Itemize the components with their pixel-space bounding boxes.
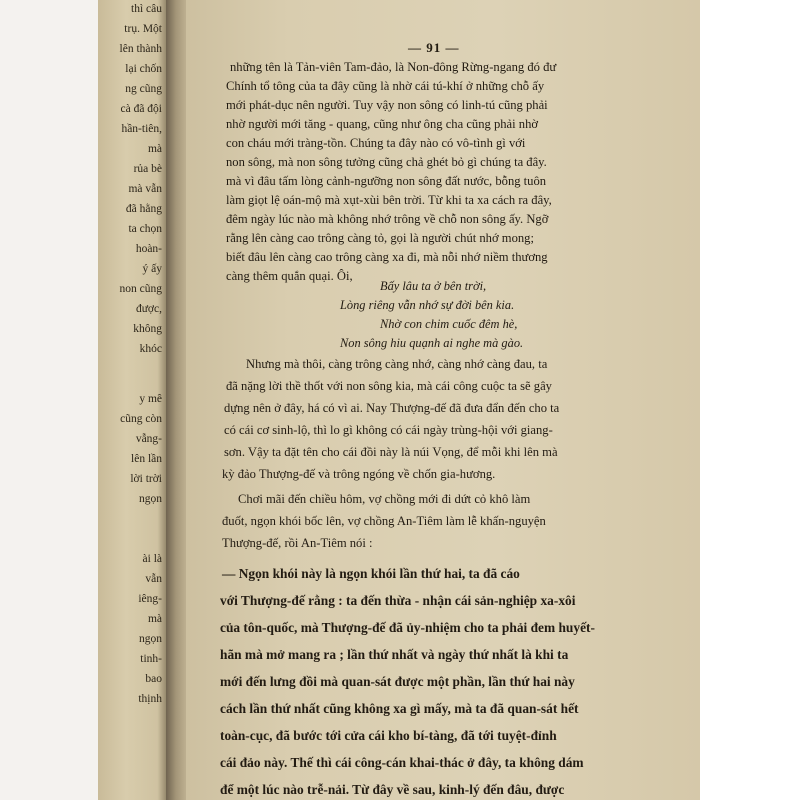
book-gutter [166,0,188,800]
text-line: để một lúc nào trễ-nải. Từ đây về sau, kinh-lý đến đâu, được [220,782,565,797]
text-line: hãn mà mở mang ra ; lần thứ nhất và ngày thứ nhất là khi ta [220,647,569,662]
text-line: của tôn-quốc, mà Thượng-đế đã ủy-nhiệm cho ta phải đem huyết- [220,620,595,635]
left-page-text-fragment: mà vẫn [128,183,162,195]
left-page-text-fragment: vẫn [145,573,162,585]
text-line: biết đâu lên càng cao trông càng xa đi, mà nỗi nhớ niềm thương [226,250,548,264]
text-line: Nhưng mà thôi, càng trông càng nhớ, càng nhớ càng đau, ta [246,357,548,371]
left-page-text-fragment: trụ. Một [124,23,162,35]
left-page-text-fragment: rủa bè [133,163,162,175]
left-page-text-fragment: iêng- [138,593,162,605]
text-line: cách lần thứ nhất cũng không xa gì mấy, mà ta đã quan-sát hết [220,701,579,716]
text-line: — Ngọn khói này là ngọn khói lần thứ hai, ta đã cáo [222,566,520,581]
text-line: mới phát-dục nên người. Tuy vậy non sông có linh-tú cũng phải [226,98,548,112]
left-page-text-fragment: lên thành [119,43,162,55]
verse-line: Nhờ con chim cuốc đêm hè, [380,317,518,331]
left-page-text-fragment: lại chốn [125,63,162,75]
left-page-text-fragment: thịnh [138,693,162,705]
left-page-text-fragment: ta chọn [128,223,162,235]
background-edge [700,0,800,800]
left-page-text-fragment: hoàn- [135,243,162,255]
left-page-text-fragment: lời trời [130,473,162,485]
text-line: mới đến lưng đồi mà quan-sát được một phần, lần thứ hai này [220,674,575,689]
text-line: cái đảo này. Thế thì cái công-cán khai-thác ở đây, ta không dám [220,755,584,770]
left-page-text-fragment: y mê [139,393,162,405]
page-number: — 91 — [408,40,460,55]
text-line: toàn-cục, đã bước tới cửa cái kho bí-tàng, đã tới tuyệt-đỉnh [220,728,557,743]
left-page [98,0,168,800]
left-page-text-fragment: ngọn [139,633,162,645]
verse-line: Bấy lâu ta ở bên trời, [380,279,487,293]
text-line: đuốt, ngọn khói bốc lên, vợ chồng An-Tiêm làm lễ khấn-nguyện [222,514,546,528]
text-line: làm giọt lệ oán-mộ mà xụt-xùi bên trời. Từ khi ta xa cách ra đây, [226,193,552,207]
left-page-text-fragment: ngọn [139,493,162,505]
text-line: mà vì đâu tấm lòng cảnh-ngưỡng non sông đất nước, bỗng tuôn [226,174,547,188]
left-page-text-fragment: ng cũng [125,83,162,95]
left-page-text-fragment: non cũng [119,283,162,295]
left-page-text-fragment: mà [147,143,162,155]
text-line: Chính tổ tông của ta đây cũng là nhờ cái tú-khí ở những chỗ ấy [226,79,545,93]
text-line: sơn. Vậy ta đặt tên cho cái đồi này là núi Vọng, để mỗi khi lên mà [224,445,558,459]
text-line: kỳ đảo Thượng-đế và trông ngóng về chốn gia-hương. [222,467,496,481]
verse-line: Lòng riêng vẫn nhớ sự đời bên kia. [340,298,515,312]
left-page-text-fragment: không [133,323,162,335]
text-line: có cái cơ sinh-lộ, thì lo gì không có cái ngày trùng-hội với giang- [224,423,553,437]
verse-line: Non sông hiu quạnh ai nghe mà gào. [340,336,524,350]
left-page-text-fragment: lên lần [131,453,162,465]
left-page-text-fragment: cà đã đội [120,103,162,115]
text-line: dựng nên ở đây, há có vì ai. Nay Thượng-đế đã đưa đẩn đến cho ta [224,401,560,415]
left-page-text-fragment: được, [135,303,162,315]
text-line: non sông, mà non sông tưởng cũng chả ghét bỏ gì chúng ta đây. [226,155,547,169]
text-line: với Thượng-đế rằng : ta đến thừa - nhận cái sản-nghiệp xa-xôi [220,593,576,608]
left-page-text-fragment: bao [145,673,162,685]
text-line: đã nặng lời thề thốt với non sông kia, mà cái công cuộc ta sẽ gây [226,379,552,393]
text-line: những tên là Tản-viên Tam-đảo, là Non-đông Rừng-ngang đó đư [230,60,557,74]
left-page-text-fragment: đã hằng [125,203,162,215]
text-line: Thượng-đế, rồi An-Tiêm nói : [222,536,373,550]
left-page-text-fragment: ài là [142,553,162,565]
left-page-text-fragment: mà [147,613,162,625]
text-line: Chơi mãi đến chiều hôm, vợ chồng mới đi dứt cỏ khô làm [238,492,531,506]
left-page-text-fragment: vẫng- [135,433,162,445]
left-page-text-fragment: ý ấy [142,263,162,275]
left-page-text-fragment: hần-tiên, [121,123,162,135]
left-page-text-fragment: khóc [139,343,162,355]
text-line: nhờ người mới tăng - quang, cũng như ông cha cũng phải nhờ [226,117,539,131]
text-line: càng thêm quắn quại. Ôi, [226,269,353,283]
left-page-text-fragment: cũng còn [120,413,162,425]
left-page-text-fragment: tinh- [140,653,162,665]
text-line: rằng lên càng cao trông càng tỏ, gọi là người chút nhớ mong; [226,231,534,245]
text-line: đêm ngày lúc nào mà không nhớ trông về chỗ non sông ấy. Ngỡ [226,212,549,226]
text-line: con cháu mới tràng-tồn. Chúng ta đây nào có vô-tình gì với [226,136,526,150]
left-page-text-fragment: thì câu [131,3,162,15]
